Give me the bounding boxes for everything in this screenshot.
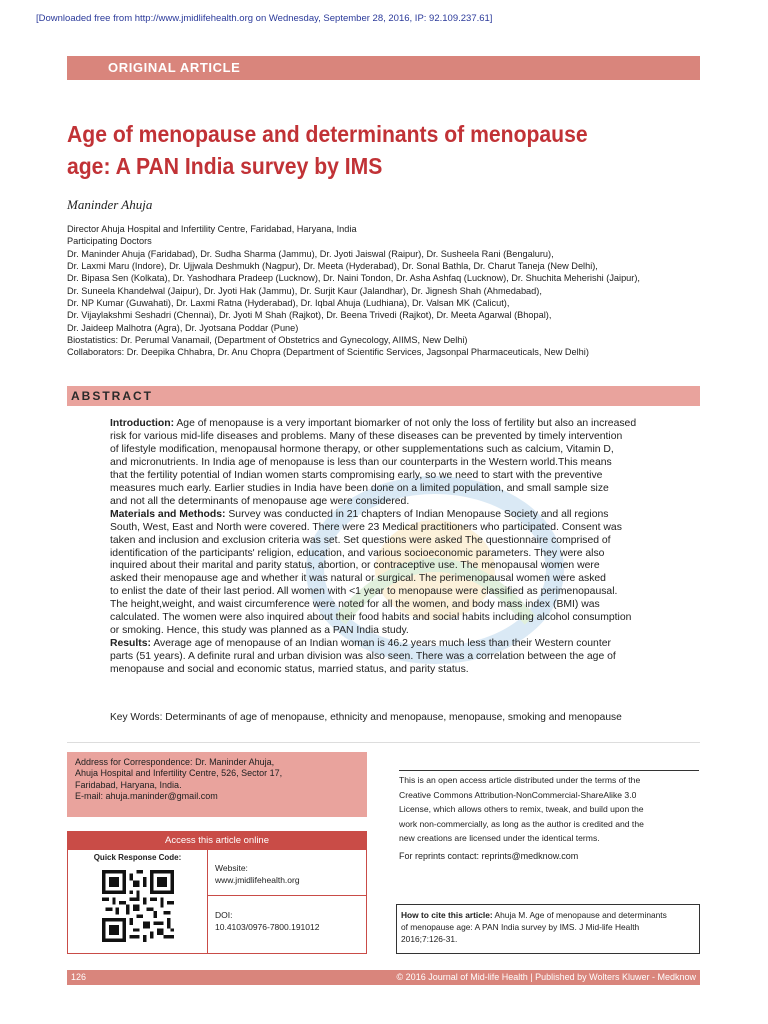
abstract-line: and micronutrients. In India age of menopause is less than our counterparts in the Western world.This means	[110, 456, 612, 468]
affiliation-line: Biostatistics: Dr. Perumal Vanamail, (Department of Obstetrics and Gynecology, AIIMS, New Delhi)	[67, 335, 468, 346]
qr-code-icon[interactable]	[102, 870, 174, 942]
open-access-line: This is an open access article distributed under the terms of the	[399, 775, 641, 785]
page-number: 126	[71, 972, 87, 982]
open-access-line: License, which allows others to remix, tweak, and build upon the	[399, 804, 644, 815]
abstract-line: inquired about their marital and parity status, abortion, or contraceptive use. The menopausal women were	[110, 560, 600, 572]
affiliation-line: Dr. Laxmi Maru (Indore), Dr. Ujjwala Deshmukh (Nagpur), Dr. Meeta (Hyderabad), Dr. Sonal Bathla, Dr. Charut Taneja (New Delhi),	[67, 261, 598, 272]
citation-line: 2016;7:126-31.	[401, 934, 458, 945]
open-access-line: work non-commercially, as long as the author is credited and the	[399, 818, 644, 829]
doi-label: DOI:	[215, 910, 233, 920]
abstract-line: South, West, East and North were covered. There were 23 Medical practitioners who participated. Consent was	[110, 521, 622, 533]
citation-box	[396, 904, 700, 954]
affiliation-line: Collaborators: Dr. Deepika Chhabra, Dr. Anu Chopra (Department of Scientific Services, Jagsonpal Pharmaceuticals, New Delhi)	[67, 347, 589, 358]
abstract-line: Introduction: Age of menopause is a very important biomarker of not only the loss of fertility but also an increased	[110, 418, 637, 429]
abstract-heading: ABSTRACT	[71, 389, 153, 403]
download-note: [Downloaded free from http://www.jmidlifehealth.org on Wednesday, September 28, 2016, IP: 92.109.237.61]	[36, 13, 493, 24]
abstract-line: The height,weight, and waist circumference were noted for all the women, and body mass index (BMI) was	[110, 599, 600, 611]
website-link[interactable]: www.jmidlifehealth.org	[215, 875, 300, 885]
qr-column	[68, 850, 208, 953]
access-heading: Access this article online	[68, 832, 366, 850]
access-info	[215, 850, 365, 933]
affiliation-line: Dr. Maninder Ahuja (Faridabad), Dr. Sudha Sharma (Jammu), Dr. Jyoti Jaiswal (Raipur), Dr. Susheela Rani (Bengaluru),	[67, 248, 554, 259]
open-access-line: Creative Commons Attribution-NonCommercial-ShareAlike 3.0	[399, 789, 637, 800]
abstract-line: menopause and social and economic status, married status, and parity status.	[110, 664, 469, 676]
qr-label: Quick Response Code:	[93, 853, 182, 862]
abstract-line: that the fertility potential of Indian women starts compromising early, so we need to start with the preventive	[110, 469, 603, 481]
abstract-line: and not all the determinants of menopause age were considered.	[110, 495, 410, 507]
abstract-body	[110, 418, 686, 677]
doi-link[interactable]: 10.4103/0976-7800.191012	[215, 922, 320, 932]
citation-label: How to cite this article:	[401, 910, 493, 920]
affiliation-line: Dr. NP Kumar (Guwahati), Dr. Laxmi Ratna (Hyderabad), Dr. Iqbal Ahuja (Ludhiana), Dr. Valsan MK (Calicut),	[67, 298, 510, 309]
affiliations	[67, 223, 717, 359]
article-type-bar	[67, 56, 700, 80]
website-label: Website:	[215, 863, 248, 873]
abstract-line: asked their menopause age and whether it was natural or surgical. The perimenopausal women were asked	[110, 573, 606, 585]
abstract-line: calculated. The women were also inquired about their food habits and social habits including alcohol consumption	[110, 612, 632, 624]
author-name: Maninder Ahuja	[67, 197, 153, 212]
abstract-line: taken and inclusion and exclusion criteria was set. Set questions were asked The questionnaire comprised of	[110, 534, 611, 546]
correspondence-line: Ahuja Hospital and Infertility Centre, 526, Sector 17,	[75, 768, 283, 779]
abstract-line: or smoking. Hence, this study was planned as a PAN India study.	[110, 625, 409, 637]
abstract-line: parts (51 years). A definite rural and urban division was also seen. There was a correlation between the age of	[110, 651, 616, 663]
divider	[67, 742, 700, 743]
abstract-heading-bar	[67, 386, 700, 406]
open-access-line: new creations are licensed under the identical terms.	[399, 833, 600, 844]
affiliation-line: Director Ahuja Hospital and Infertility Centre, Faridabad, Haryana, India	[67, 224, 357, 234]
abstract-line: risk for various mid-life diseases and problems. Many of these diseases can be prevented by timely intervention	[110, 430, 623, 442]
page-footer	[67, 970, 700, 985]
affiliation-line: Dr. Bipasa Sen (Kolkata), Dr. Yashodhara Pradeep (Lucknow), Dr. Naini Tondon, Dr. Asha Ashfaq (Lucknow), Dr. Shuchita Meherishi (Jaipur),	[67, 273, 640, 284]
abstract-line: to enlist the date of their last period. All women with <1 year to menopause were classified as perimenopausal.	[110, 586, 618, 598]
abstract-line: identification of the participants' religion, education, and various socioeconomic parameters. They were also	[110, 547, 605, 559]
methods-label: Materials and Methods:	[110, 508, 226, 520]
open-access-notice	[399, 770, 699, 846]
citation-line: of menopause age: A PAN India survey by IMS. J Mid-life Health	[401, 922, 640, 933]
article-type-label: ORIGINAL ARTICLE	[108, 60, 241, 75]
affiliation-line: Participating Doctors	[67, 236, 152, 247]
abstract-line: Materials and Methods: Survey was conducted in 21 chapters of Indian Menopause Society and all regions	[110, 508, 609, 520]
abstract-line: measures much early. Earlier studies in India have been done on a limited population, and small sample size	[110, 482, 609, 494]
abstract-line: Results: Average age of menopause of an Indian woman is 46.2 years much less than their Western counter	[110, 638, 611, 650]
reprints-contact: For reprints contact: reprints@medknow.com	[399, 851, 579, 861]
journal-copyright: © 2016 Journal of Mid-life Health | Published by Wolters Kluwer - Medknow	[396, 972, 696, 982]
affiliation-line: Dr. Vijaylakshmi Seshadri (Chennai), Dr. Jyoti M Shah (Rajkot), Dr. Beena Trivedi (Rajkot), Dr. Meeta Agarwal (Bhopal),	[67, 310, 552, 321]
correspondence-line: Faridabad, Haryana, India.	[75, 779, 182, 790]
correspondence-box	[67, 752, 367, 817]
divider	[208, 895, 366, 896]
title-line-2: age: A PAN India survey by IMS	[67, 153, 383, 179]
intro-label: Introduction:	[110, 418, 175, 429]
affiliation-line: Dr. Jaideep Malhotra (Agra), Dr. Jyotsana Poddar (Pune)	[67, 322, 299, 333]
correspondence-email[interactable]: E-mail: ahuja.maninder@gmail.com	[75, 790, 218, 801]
citation-line: How to cite this article: Ahuja M. Age of menopause and determinants	[401, 910, 667, 920]
access-online-box	[67, 831, 367, 954]
keywords: Key Words: Determinants of age of menopause, ethnicity and menopause, menopause, smoking and menopause	[110, 712, 622, 723]
correspondence-line: Address for Correspondence: Dr. Maninder Ahuja,	[75, 757, 275, 767]
article-title	[67, 118, 643, 182]
affiliation-line: Dr. Suneela Khandelwal (Jaipur), Dr. Jyoti Hak (Jammu), Dr. Surjit Kaur (Jalandhar), Dr. Jignesh Shah (Ahmedabad),	[67, 285, 542, 296]
abstract-line: of lifestyle modification, menopausal hormone therapy, or other supplementations such as calcium, Vitamin D,	[110, 443, 614, 455]
title-line-1: Age of menopause and determinants of menopause	[67, 121, 588, 147]
results-label: Results:	[110, 638, 151, 650]
